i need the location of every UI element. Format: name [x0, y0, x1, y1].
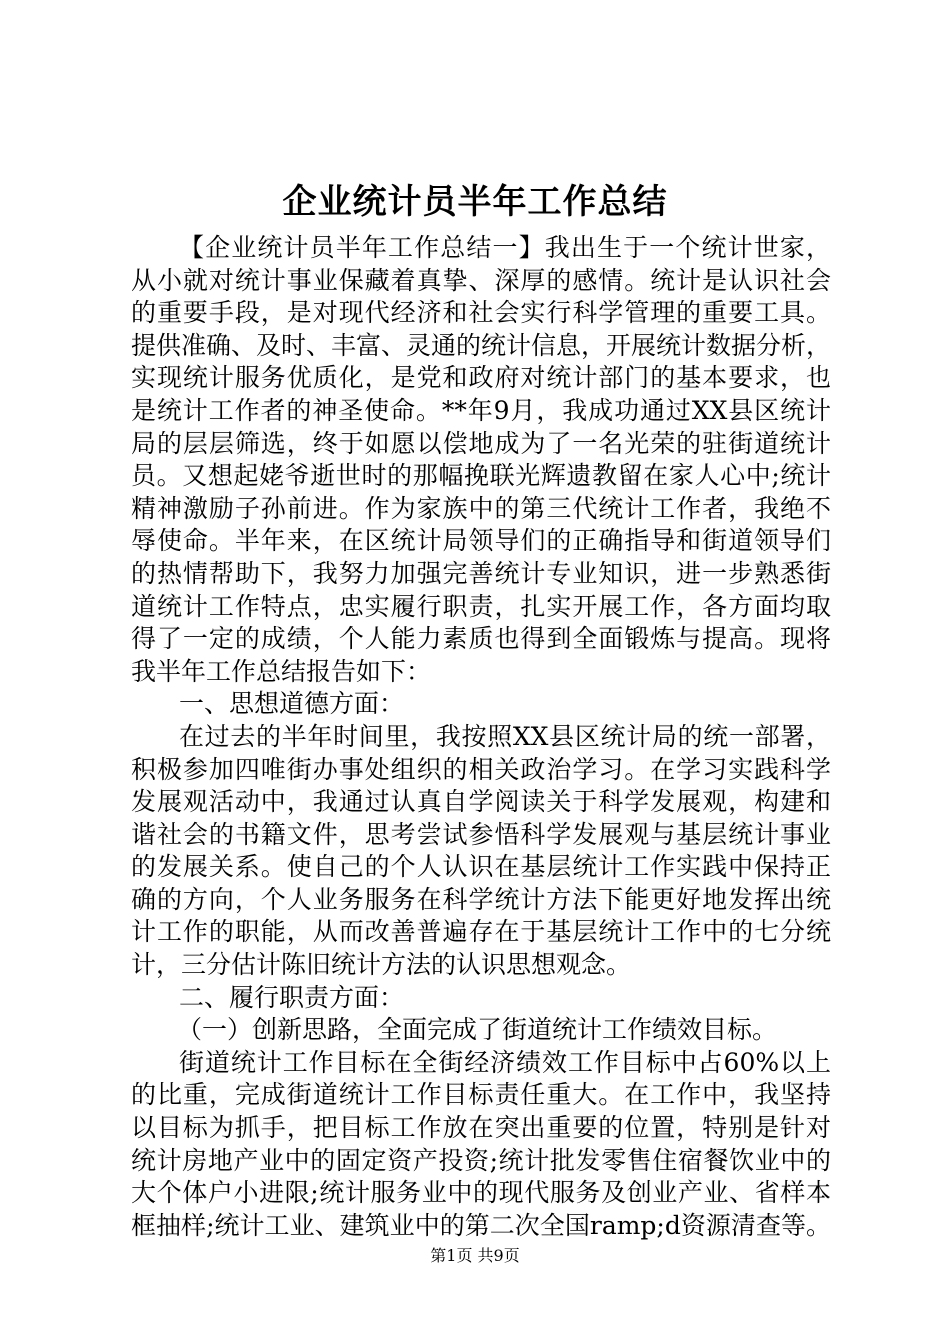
body-line: 计，三分估计陈旧统计方法的认识思想观念。	[131, 950, 632, 980]
document-title: 企业统计员半年工作总结	[282, 182, 668, 222]
body-line: 精神激励子孙前进。作为家族中的第三代统计工作者，我绝不	[131, 493, 831, 523]
body-line: 得了一定的成绩，个人能力素质也得到全面锻炼与提高。现将	[131, 624, 831, 654]
body-line: 的发展关系。使自己的个人认识在基层统计工作实践中保持正	[131, 852, 831, 882]
body-line: 员。又想起姥爷逝世时的那幅挽联光辉遗教留在家人心中;统计	[131, 461, 831, 491]
body-line: 的重要手段，是对现代经济和社会实行科学管理的重要工具。	[131, 298, 831, 328]
section-heading: 一、思想道德方面：	[179, 689, 405, 719]
body-line: 局的层层筛选，终于如愿以偿地成为了一名光荣的驻街道统计	[131, 428, 831, 458]
section-heading: 二、履行职责方面：	[179, 982, 405, 1012]
body-line: 的比重，完成街道统计工作目标责任重大。在工作中，我坚持	[131, 1080, 831, 1110]
body-line: 道统计工作特点，忠实履行职责，扎实开展工作，各方面均取	[131, 591, 831, 621]
subsection-heading: （一）创新思路，全面完成了街道统计工作绩效目标。	[177, 1015, 778, 1045]
body-line: 计工作的职能，从而改善普遍存在于基层统计工作中的七分统	[131, 917, 831, 947]
body-line: 发展观活动中，我通过认真自学阅读关于科学发展观，构建和	[131, 787, 831, 817]
body-line: 大个体户小进限;统计服务业中的现代服务及创业产业、省样本	[131, 1178, 831, 1208]
body-line: 的热情帮助下，我努力加强完善统计专业知识，进一步熟悉街	[131, 558, 831, 588]
body-line: 谐社会的书籍文件，思考尝试参悟科学发展观与基层统计事业	[131, 819, 831, 849]
body-line: 我半年工作总结报告如下：	[131, 656, 432, 686]
body-line: 统计房地产业中的固定资产投资;统计批发零售住宿餐饮业中的	[131, 1145, 831, 1175]
body-line: 确的方向，个人业务服务在科学统计方法下能更好地发挥出统	[131, 884, 831, 914]
body-line: 在过去的半年时间里，我按照XX县区统计局的统一部署，	[179, 721, 831, 751]
body-line: 从小就对统计事业保藏着真挚、深厚的感情。统计是认识社会	[131, 265, 831, 295]
body-line: 框抽样;统计工业、建筑业中的第二次全国ramp;d资源清查等。	[131, 1210, 831, 1240]
body-line: 实现统计服务优质化，是党和政府对统计部门的基本要求，也	[131, 363, 831, 393]
body-line: 以目标为抓手，把目标工作放在突出重要的位置，特别是针对	[131, 1113, 831, 1143]
body-line: 辱使命。半年来，在区统计局领导们的正确指导和街道领导们	[131, 526, 831, 556]
body-line: 街道统计工作目标在全街经济绩效工作目标中占60%以上	[179, 1047, 831, 1077]
page-footer: 第1页 共9页	[430, 1246, 520, 1265]
document-body	[131, 232, 831, 1242]
body-line: 【企业统计员半年工作总结一】我出生于一个统计世家，	[179, 233, 831, 262]
body-line: 是统计工作者的神圣使命。**年9月，我成功通过XX县区统计	[131, 395, 831, 425]
body-line: 积极参加四唯街办事处组织的相关政治学习。在学习实践科学	[131, 754, 831, 784]
body-line: 提供准确、及时、丰富、灵通的统计信息，开展统计数据分析，	[131, 330, 832, 360]
